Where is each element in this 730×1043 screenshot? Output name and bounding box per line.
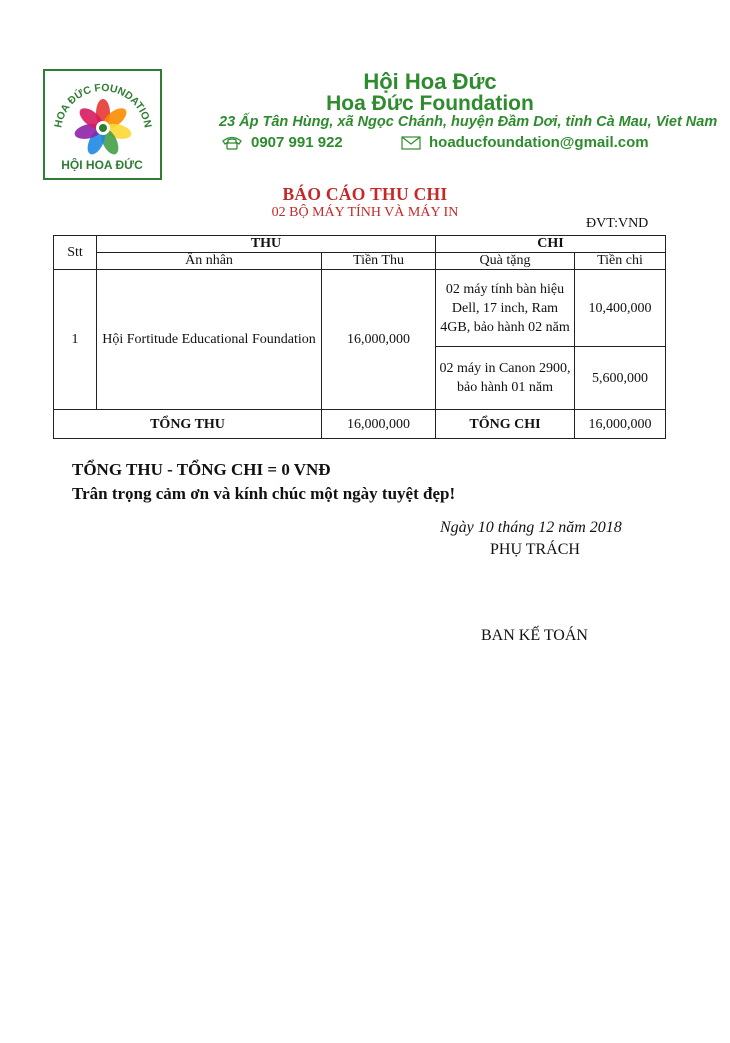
table-total-row xyxy=(54,410,666,439)
header-stt: Stt xyxy=(54,236,97,270)
row-income: 16,000,000 xyxy=(322,270,436,410)
signature-date: Ngày 10 tháng 12 năm 2018 xyxy=(440,519,622,536)
balance-summary: TỔNG THU - TỔNG CHI = 0 VNĐ xyxy=(72,460,331,479)
header-income-group: THU xyxy=(97,236,436,253)
lotus-flower-icon xyxy=(73,99,133,157)
currency-unit: ĐVT:VND xyxy=(586,216,649,231)
contact-email xyxy=(401,134,649,151)
header-donor: Ân nhân xyxy=(97,253,322,270)
header-gift: Quà tặng xyxy=(436,253,575,270)
logo-arc-text: HOA ĐỨC FOUNDATION xyxy=(52,81,154,129)
phone-icon xyxy=(221,136,243,150)
foundation-logo xyxy=(43,69,162,180)
email-address[interactable]: hoaducfoundation@gmail.com xyxy=(429,134,649,151)
total-expense-label: TỔNG CHI xyxy=(436,410,575,439)
table-row xyxy=(54,270,666,347)
contact-phone xyxy=(221,134,343,151)
row-gift-2: 02 máy in Canon 2900, bảo hành 01 năm xyxy=(436,347,575,410)
org-name-english: Hoa Đức Foundation xyxy=(326,92,534,115)
org-address: 23 Ấp Tân Hùng, xã Ngọc Chánh, huyện Đầm Dơi, tỉnh Cà Mau, Viet Nam xyxy=(219,114,718,130)
row-gift-1: 02 máy tính bàn hiệu Dell, 17 inch, Ram 4GB, bảo hành 02 năm xyxy=(436,270,575,347)
report-subtitle: 02 BỘ MÁY TÍNH VÀ MÁY IN xyxy=(271,205,459,220)
org-name-vietnamese: Hội Hoa Đức xyxy=(363,69,497,94)
envelope-icon xyxy=(401,136,421,150)
row-stt: 1 xyxy=(54,270,97,410)
row-donor: Hội Fortitude Educational Foundation xyxy=(97,270,322,410)
phone-number: 0907 991 922 xyxy=(251,134,343,151)
table-column-header-row xyxy=(54,253,666,270)
header-expense-group: CHI xyxy=(436,236,666,253)
income-expense-table xyxy=(53,235,666,439)
thank-you-note: Trân trọng cảm ơn và kính chúc một ngày tuyệt đẹp! xyxy=(72,484,456,503)
signature-accounting: BAN KẾ TOÁN xyxy=(481,627,588,644)
total-income-value: 16,000,000 xyxy=(322,410,436,439)
header-income: Tiền Thu xyxy=(322,253,436,270)
row-expense-1: 10,400,000 xyxy=(575,270,666,347)
row-expense-2: 5,600,000 xyxy=(575,347,666,410)
report-title: BÁO CÁO THU CHI xyxy=(282,184,448,204)
table-group-header-row xyxy=(54,236,666,253)
total-income-label: TỔNG THU xyxy=(54,410,322,439)
header-expense: Tiền chi xyxy=(575,253,666,270)
signature-role: PHỤ TRÁCH xyxy=(490,541,580,558)
logo-bottom-text: HỘI HOA ĐỨC xyxy=(61,158,143,172)
total-expense-value: 16,000,000 xyxy=(575,410,666,439)
